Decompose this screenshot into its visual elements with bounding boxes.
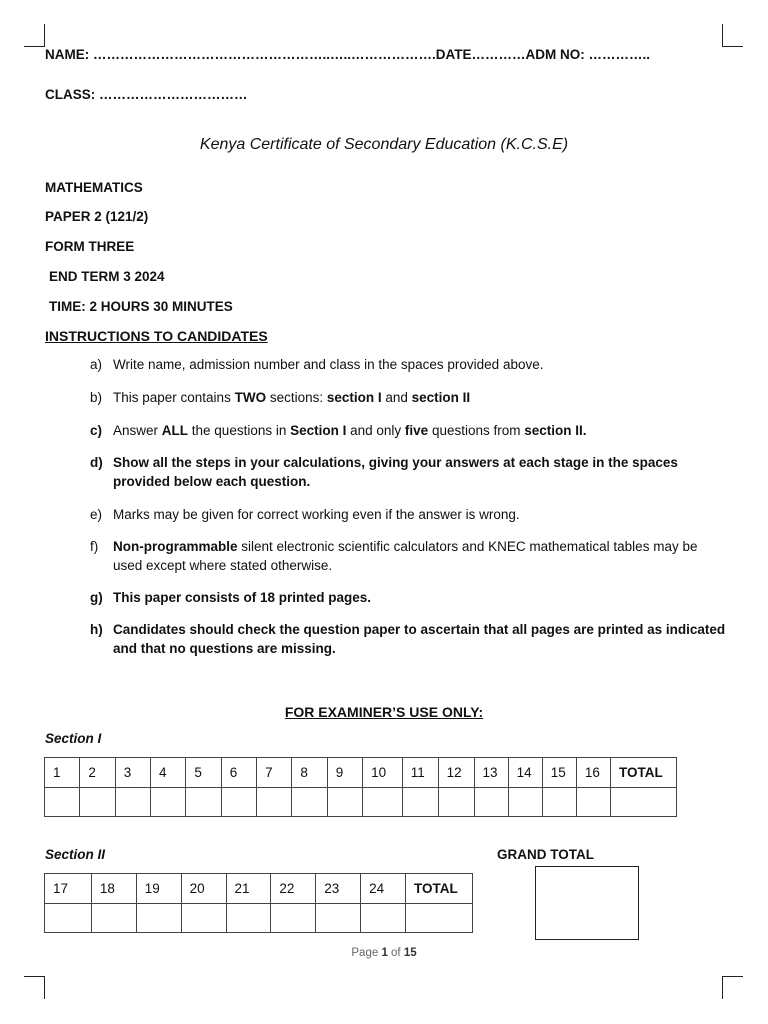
score-cell[interactable] [271, 904, 316, 933]
footer-total-pages: 15 [403, 947, 417, 959]
score-cell[interactable] [257, 788, 292, 817]
score-cell[interactable] [115, 788, 150, 817]
score-cell[interactable] [45, 788, 80, 817]
question-number-cell: 8 [292, 758, 327, 788]
question-number-cell: 21 [226, 874, 271, 904]
instruction-label: f) [90, 539, 99, 554]
crop-mark-bottom-right [722, 976, 743, 999]
crop-mark-top-right [722, 24, 743, 47]
instruction-label: b) [90, 390, 103, 405]
exam-title: Kenya Certificate of Secondary Education (K.C.S.E) [199, 136, 569, 153]
instruction-text: This paper consists of 18 printed pages. [113, 590, 372, 605]
instruction-label: e) [90, 507, 103, 522]
instruction-text: Candidates should check the question paper to ascertain that all pages are printed as indicated and that no questions are missing. [113, 622, 726, 656]
instruction-label: g) [90, 590, 103, 605]
instruction-item [90, 421, 730, 440]
score-cell[interactable] [151, 788, 186, 817]
instruction-item [90, 355, 730, 374]
question-number-cell: 4 [151, 758, 186, 788]
examiner-heading: FOR EXAMINER’S USE ONLY: [284, 704, 484, 720]
instruction-text: This paper contains TWO sections: section I and section II [113, 390, 471, 405]
instruction-label: a) [90, 357, 103, 372]
total-score-cell[interactable] [406, 904, 473, 933]
instruction-label: c) [90, 423, 103, 438]
crop-mark-bottom-left [24, 976, 45, 999]
exam-term: END TERM 3 2024 [49, 269, 165, 284]
instruction-text: Write name, admission number and class in the spaces provided above. [113, 357, 544, 372]
question-number-cell: 3 [115, 758, 150, 788]
question-number-cell: 24 [361, 874, 406, 904]
score-cell[interactable] [576, 788, 610, 817]
total-header-cell: TOTAL [610, 758, 676, 788]
crop-mark-top-left [24, 24, 45, 47]
instruction-label: h) [90, 622, 103, 637]
instruction-label: d) [90, 455, 103, 470]
question-number-cell: 1 [45, 758, 80, 788]
subject: MATHEMATICS [45, 180, 143, 195]
total-header-cell: TOTAL [406, 874, 473, 904]
instruction-item [90, 588, 730, 607]
score-cell[interactable] [226, 904, 271, 933]
question-number-cell: 14 [508, 758, 542, 788]
instruction-text: Answer ALL the questions in Section I and only five questions from section II. [113, 423, 587, 438]
score-cell[interactable] [181, 904, 226, 933]
exam-time: TIME: 2 HOURS 30 MINUTES [49, 299, 233, 314]
paper-code: PAPER 2 (121/2) [45, 209, 149, 224]
question-number-cell: 6 [221, 758, 256, 788]
score-cell[interactable] [438, 788, 474, 817]
footer-current-page: 1 [381, 947, 388, 959]
question-number-cell: 18 [91, 874, 136, 904]
question-number-cell: 7 [257, 758, 292, 788]
question-number-cell: 17 [45, 874, 92, 904]
question-number-cell: 13 [474, 758, 508, 788]
instruction-item [90, 505, 730, 524]
instruction-item [90, 388, 730, 407]
score-cell[interactable] [316, 904, 361, 933]
footer-middle: of [387, 947, 404, 959]
total-score-cell[interactable] [610, 788, 676, 817]
question-number-cell: 10 [363, 758, 403, 788]
instruction-item [90, 537, 730, 575]
question-number-cell: 23 [316, 874, 361, 904]
question-number-cell: 22 [271, 874, 316, 904]
section-2-label: Section II [45, 847, 106, 862]
score-cell[interactable] [91, 904, 136, 933]
score-cell[interactable] [45, 904, 92, 933]
form-level: FORM THREE [45, 239, 135, 254]
question-number-cell: 5 [186, 758, 221, 788]
instruction-text: Marks may be given for correct working even if the answer is wrong. [113, 507, 520, 522]
question-number-cell: 20 [181, 874, 226, 904]
score-cell[interactable] [186, 788, 221, 817]
score-cell[interactable] [292, 788, 327, 817]
instruction-text: Non-programmable silent electronic scientific calculators and KNEC mathematical tables may be used except where stated otherwise. [113, 539, 698, 573]
score-cell[interactable] [327, 788, 362, 817]
question-number-cell: 16 [576, 758, 610, 788]
question-number-cell: 2 [80, 758, 115, 788]
section-1-label: Section I [45, 731, 102, 746]
score-cell[interactable] [221, 788, 256, 817]
grand-total-box[interactable] [535, 866, 639, 940]
page-footer [0, 947, 768, 959]
question-number-cell: 11 [402, 758, 438, 788]
section-2-marks-table [44, 873, 473, 933]
score-cell[interactable] [402, 788, 438, 817]
grand-total-label: GRAND TOTAL [497, 847, 594, 862]
class-field[interactable]: CLASS: …………………………… [45, 87, 248, 102]
score-cell[interactable] [361, 904, 406, 933]
question-number-cell: 12 [438, 758, 474, 788]
instruction-item [90, 620, 730, 658]
instruction-item [90, 453, 730, 491]
question-number-cell: 9 [327, 758, 362, 788]
score-cell[interactable] [508, 788, 542, 817]
score-cell[interactable] [363, 788, 403, 817]
question-number-cell: 15 [542, 758, 576, 788]
instructions-heading: INSTRUCTIONS TO CANDIDATES [45, 328, 268, 344]
footer-prefix: Page [351, 947, 382, 959]
score-cell[interactable] [542, 788, 576, 817]
section-1-marks-table [44, 757, 677, 817]
instruction-text: Show all the steps in your calculations, giving your answers at each stage in the spaces provided below each question. [113, 455, 678, 489]
score-cell[interactable] [80, 788, 115, 817]
name-date-adm-field[interactable]: NAME: ……………………………………………..…..……………….DATE…………ADM NO: ………….. [45, 47, 650, 62]
score-cell[interactable] [474, 788, 508, 817]
question-number-cell: 19 [136, 874, 181, 904]
score-cell[interactable] [136, 904, 181, 933]
